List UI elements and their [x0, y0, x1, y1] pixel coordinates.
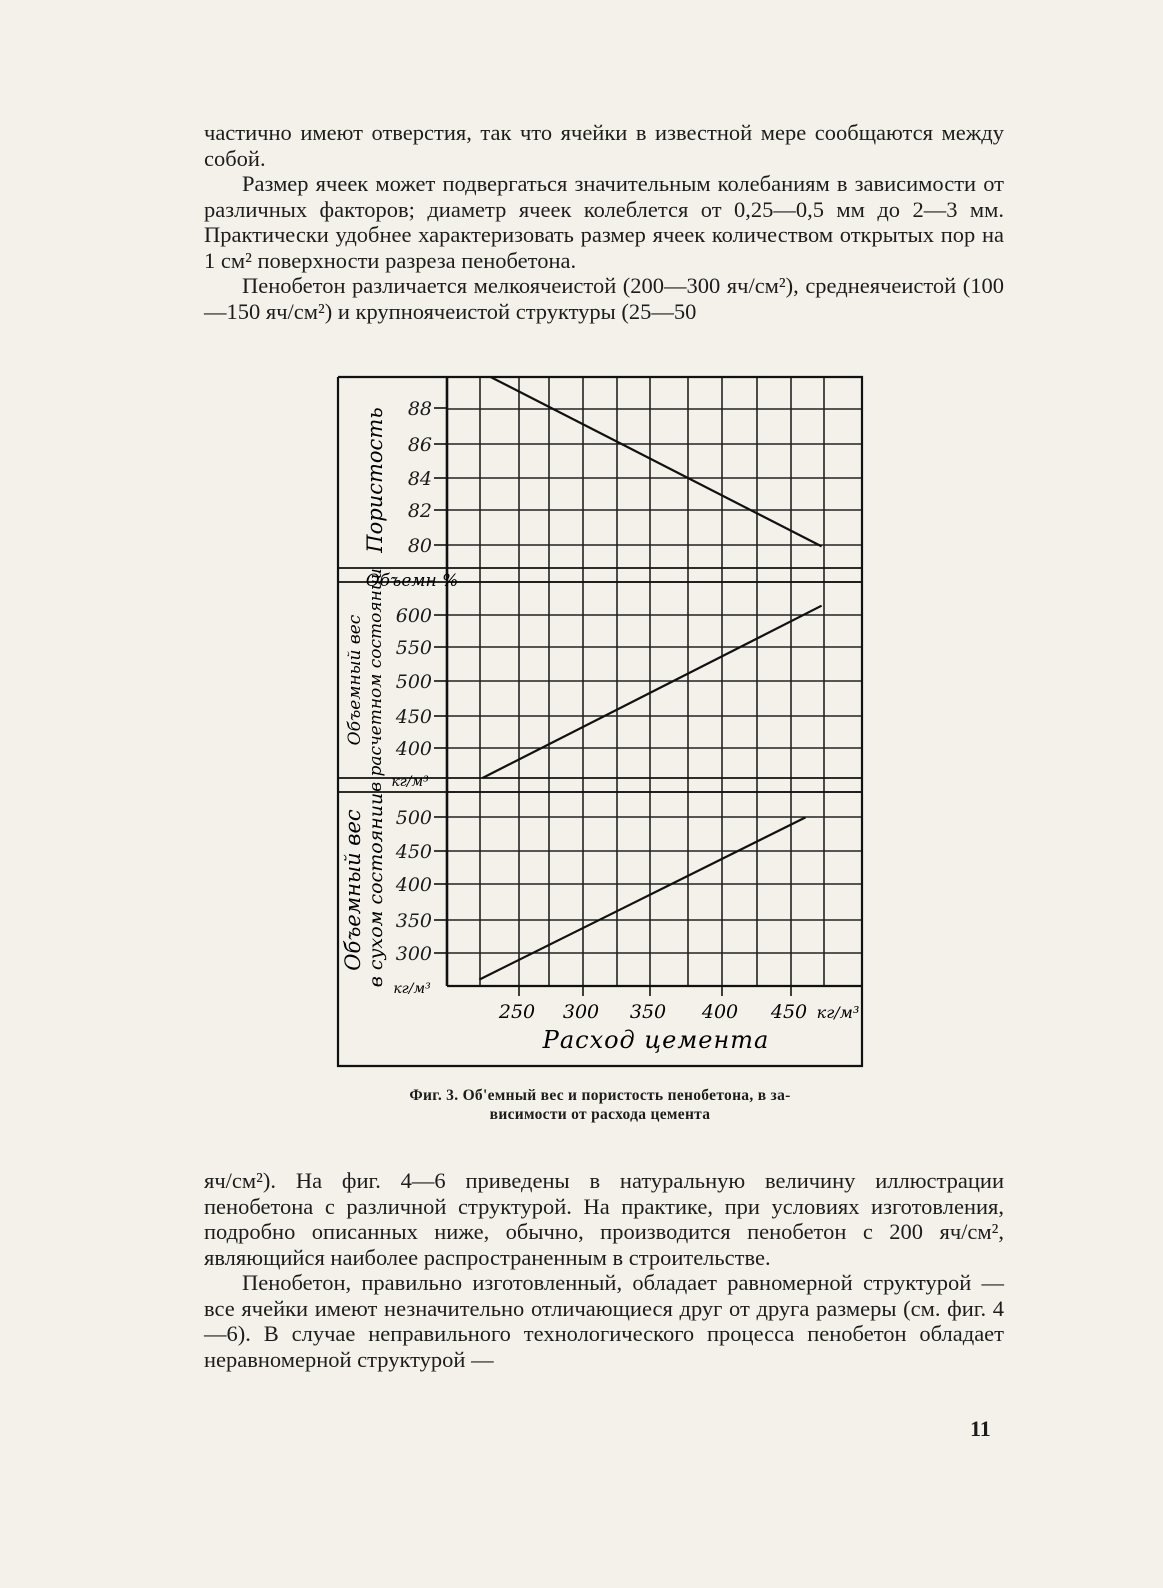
paragraph: частично имеют отверстия, так что ячейки в известной мере сообщаются между собой.	[204, 120, 1004, 171]
paragraph: Размер ячеек может подвергаться значительным колебаниям в зависимости от различных факторов; диаметр ячеек колеблется от 0,25—0,5 мм до 2—3 мм. Практически удобнее характеризовать размер ячеек количеством открытых пор на 1 см² поверхности разреза пенобетона.	[204, 171, 1004, 273]
y-tick-label: 550	[395, 637, 432, 659]
x-tick-label: 350	[629, 1001, 667, 1023]
x-tick-label: 250	[498, 1001, 536, 1023]
y-tick-label: 300	[395, 943, 432, 965]
figure-caption	[330, 1086, 870, 1124]
paragraph: Пенобетон, правильно изготовленный, обладает равномерной структурой — все ячейки имеют незначительно отличающиеся друг от друга размеры (см. фиг. 4—6). В случае неправильного технологического процесса пенобетон обладает неравномерной структурой —	[204, 1270, 1004, 1372]
y-tick-label: 350	[395, 910, 432, 932]
figure-caption-line: висимости от расхода цемента	[489, 1106, 711, 1123]
y-tick-label: 84	[407, 468, 432, 490]
y-axis-title-design-weight: Объемный вес	[345, 614, 365, 746]
y-axis-title-dry-weight: Объемный вес	[341, 809, 365, 971]
y-tick-label: 500	[395, 671, 432, 693]
y-tick-label: 500	[395, 807, 432, 829]
chart-grid	[447, 377, 862, 986]
x-tick-label: 300	[562, 1001, 600, 1023]
y-axis-title-dry-weight: в сухом состоянии	[365, 792, 387, 988]
figure-caption-line: Фиг. 3. Об'емный вес и пористость пенобетона, в за-	[409, 1087, 791, 1104]
y-unit-label: кг/м³	[391, 774, 429, 790]
y-unit-label: кг/м³	[393, 981, 431, 997]
y-tick-label: 450	[395, 706, 432, 728]
paragraph: яч/см²). На фиг. 4—6 приведены в натуральную величину иллюстрации пенобетона с различной структурой. На практике, при условиях изготовления, подробно описанных ниже, обычно, производится пенобетон с 200 яч/см², являющийся наиболее распространенным в строительстве.	[204, 1168, 1004, 1270]
series-line-design_weight	[483, 606, 822, 778]
paragraph: Пенобетон различается мелкоячеистой (200—300 яч/см²), среднеячеистой (100—150 яч/см²) и крупноячеистой структуры (25—50	[204, 273, 1004, 324]
y-tick-label: 82	[407, 500, 432, 522]
bottom-text-block	[204, 1168, 1004, 1372]
y-tick-label: 450	[395, 841, 432, 863]
x-axis-title: Расход цемента	[542, 1026, 770, 1054]
y-tick-label: 88	[407, 398, 432, 420]
y-tick-label: 400	[395, 738, 432, 760]
x-tick-label: 400	[701, 1001, 739, 1023]
y-axis-title-design-weight: в расчетном состоянии	[366, 568, 386, 792]
y-unit-label: Объемн %	[365, 571, 459, 591]
y-tick-label: 86	[407, 434, 432, 456]
y-tick-label: 400	[395, 874, 432, 896]
x-tick-label: 450	[770, 1001, 808, 1023]
x-unit-label: кг/м³	[816, 1003, 860, 1022]
y-axis-title-porosity: Пористость	[363, 407, 387, 553]
y-tick-label: 80	[407, 535, 432, 557]
page-number: 11	[970, 1416, 991, 1441]
chart-labels	[341, 398, 859, 1054]
y-tick-label: 600	[395, 605, 432, 627]
series-line-porosity	[491, 377, 822, 546]
